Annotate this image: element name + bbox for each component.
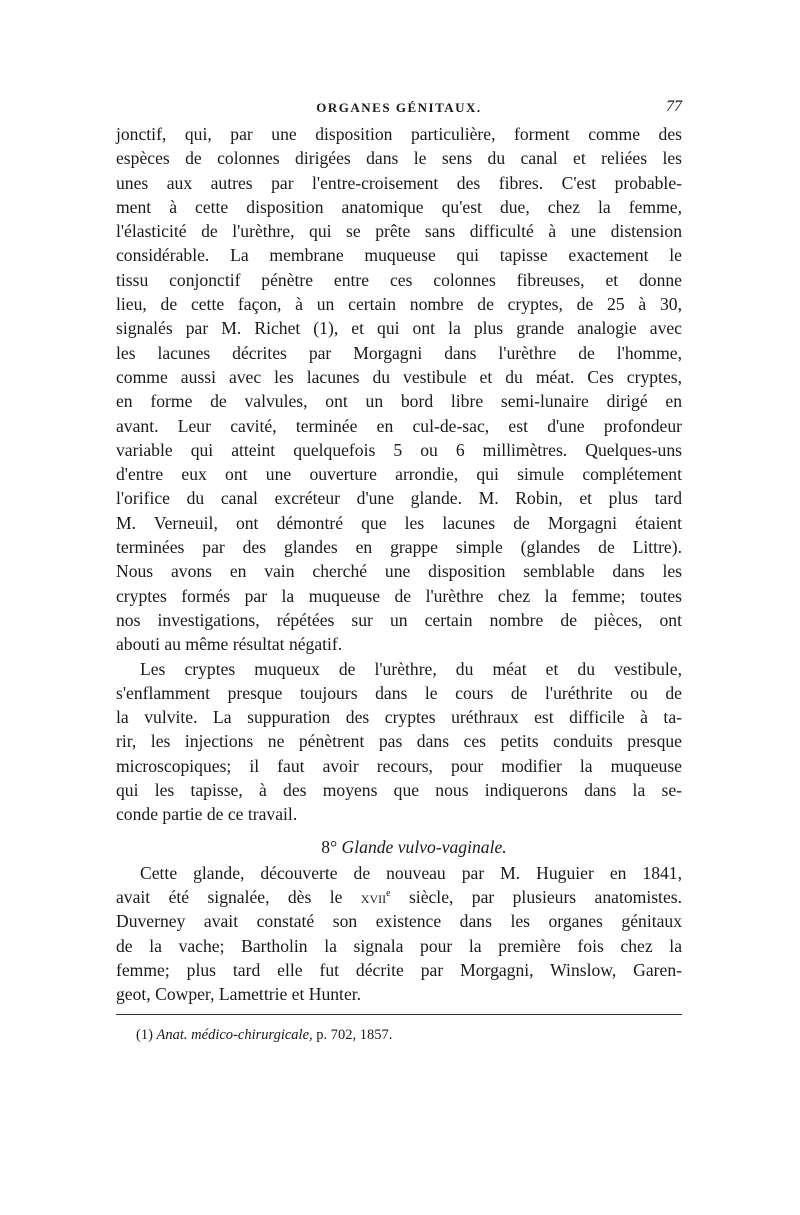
body-text <box>116 122 682 1006</box>
page-number: 77 <box>666 98 682 115</box>
text-fragment: siècle, par plusieurs anatomistes. <box>390 886 682 907</box>
text-line: rir, les injections ne pénètrent pas dans ces petits conduits presque <box>116 731 682 752</box>
text-line: M. Verneuil, ont démontré que les lacunes de Morgagni étaient <box>116 512 682 533</box>
text-line: geot, Cowper, Lamettrie et Hunter. <box>116 984 362 1005</box>
text-line: conde partie de ce travail. <box>116 804 298 825</box>
text-line: lieu, de cette façon, à un certain nombre de cryptes, de 25 à 30, <box>116 294 682 315</box>
running-head <box>116 96 682 122</box>
text-line: en forme de valvules, ont un bord libre semi-lunaire dirigé en <box>116 391 682 412</box>
running-title: ORGANES GÉNITAUX. <box>316 100 482 115</box>
text-line: Cette glande, découverte de nouveau par M. Huguier en 1841, <box>140 862 682 883</box>
section-number: 8° <box>321 836 338 857</box>
text-line: ment à cette disposition anatomique qu'est due, chez la femme, <box>116 196 682 217</box>
section-title: Glande vulvo-vaginale. <box>341 836 507 857</box>
text-line: unes aux autres par l'entre-croisement des fibres. C'est probable- <box>116 172 682 193</box>
text-line: Duverney avait constaté son existence dans les organes génitaux <box>116 911 682 932</box>
footnote <box>116 1027 682 1044</box>
text-line: cryptes formés par la muqueuse de l'urèthre chez la femme; toutes <box>116 585 682 606</box>
paragraph-urethral-tissue <box>116 122 682 657</box>
text-line: qui les tapisse, à des moyens que nous indiquerons dans la se- <box>116 780 682 801</box>
footnote-marker: (1) <box>136 1027 153 1044</box>
text-line: microscopiques; il faut avoir recours, pour modifier la muqueuse <box>116 755 682 776</box>
text-line: tissu conjonctif pénètre entre ces colonnes fibreuses, et donne <box>116 269 682 290</box>
text-line: avant. Leur cavité, terminée en cul-de-sac, est d'une profondeur <box>116 415 682 436</box>
footnote-divider <box>116 1014 682 1015</box>
text-line: abouti au même résultat négatif. <box>116 634 343 655</box>
text-line: considérable. La membrane muqueuse qui tapisse exactement le <box>116 245 682 266</box>
century-numeral: xvii <box>360 886 387 907</box>
text-line: la vulvite. La suppuration des cryptes uréthraux est difficile à ta- <box>116 707 682 728</box>
text-line: s'enflamment presque toujours dans le cours de l'uréthrite ou de <box>116 682 682 703</box>
text-line: l'élasticité de l'urèthre, qui se prête sans difficulté à une distension <box>116 221 682 242</box>
text-line: jonctif, qui, par une disposition particulière, forment comme des <box>116 124 682 144</box>
text-line: de la vache; Bartholin la signala pour la première fois chez la <box>116 935 682 956</box>
section-heading <box>116 833 682 861</box>
text-line: d'entre eux ont une ouverture arrondie, qui simule complétement <box>116 464 682 485</box>
footnote-reference: p. 702, 1857. <box>312 1027 393 1044</box>
text-line: signalés par M. Richet (1), et qui ont la plus grande analogie avec <box>116 318 682 339</box>
text-line: nos investigations, répétées sur un certain nombre de pièces, ont <box>116 609 682 630</box>
text-line: terminées par des glandes en grappe simple (glandes de Littre). <box>116 537 682 558</box>
paragraph-vulvo-vaginal-gland <box>116 861 682 1007</box>
century-superscript: e <box>386 888 391 900</box>
text-fragment: avait été signalée, dès le <box>116 886 361 907</box>
text-line <box>116 885 682 909</box>
text-line: Nous avons en vain cherché une disposition semblable dans les <box>116 561 682 582</box>
text-line: femme; plus tard elle fut décrite par Morgagni, Winslow, Garen- <box>116 959 682 980</box>
footnote-title: Anat. médico-chirurgicale, <box>156 1027 313 1044</box>
text-line: comme aussi avec les lacunes du vestibule et du méat. Ces cryptes, <box>116 366 682 387</box>
text-line: variable qui atteint quelquefois 5 ou 6 millimètres. Quelques-uns <box>116 439 682 460</box>
book-page <box>116 96 682 1044</box>
text-line: les lacunes décrites par Morgagni dans l'urèthre de l'homme, <box>116 342 682 363</box>
text-line: l'orifice du canal excréteur d'une glande. M. Robin, et plus tard <box>116 488 682 509</box>
paragraph-cryptes-inflammation <box>116 657 682 827</box>
text-line: Les cryptes muqueux de l'urèthre, du méat et du vestibule, <box>140 658 682 679</box>
text-line: espèces de colonnes dirigées dans le sens du canal et reliées les <box>116 148 682 169</box>
